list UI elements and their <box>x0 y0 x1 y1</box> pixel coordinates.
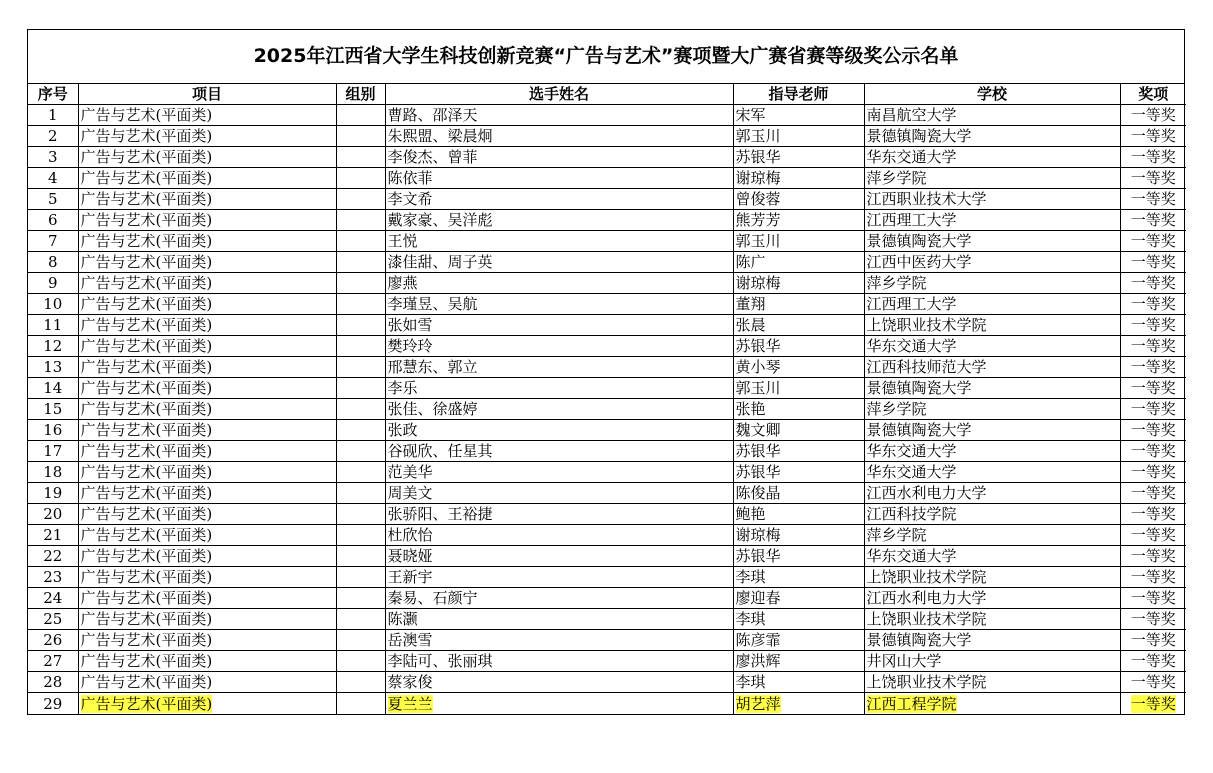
cell-no: 26 <box>28 630 78 651</box>
cell-award: 一等奖 <box>1120 420 1186 441</box>
cell-no: 24 <box>28 588 78 609</box>
cell-contestants: 朱熙盟、梁晨炯 <box>385 126 733 147</box>
cell-school: 华东交通大学 <box>864 147 1120 168</box>
table-row <box>28 399 1186 420</box>
cell-contestants: 李陆可、张丽琪 <box>385 651 733 672</box>
cell-contestants: 李乐 <box>385 378 733 399</box>
table-row <box>28 126 1186 147</box>
table-row <box>28 315 1186 336</box>
cell-project: 广告与艺术(平面类) <box>78 168 336 189</box>
table-row <box>28 630 1186 651</box>
table-row <box>28 651 1186 672</box>
cell-school: 江西理工大学 <box>864 294 1120 315</box>
cell-advisor: 苏银华 <box>733 147 864 168</box>
cell-school: 江西水利电力大学 <box>864 483 1120 504</box>
cell-no: 10 <box>28 294 78 315</box>
cell-contestants: 周美文 <box>385 483 733 504</box>
cell-contestants: 戴家豪、吴洋彪 <box>385 210 733 231</box>
table-row <box>28 420 1186 441</box>
cell-school: 南昌航空大学 <box>864 105 1120 126</box>
cell-school: 井冈山大学 <box>864 651 1120 672</box>
cell-contestants: 张如雪 <box>385 315 733 336</box>
cell-advisor: 廖迎春 <box>733 588 864 609</box>
cell-group <box>336 357 385 378</box>
cell-group <box>336 483 385 504</box>
cell-advisor: 张晨 <box>733 315 864 336</box>
cell-contestants: 李瑾昱、吴航 <box>385 294 733 315</box>
cell-no: 28 <box>28 672 78 693</box>
cell-project: 广告与艺术(平面类) <box>78 609 336 630</box>
cell-contestants: 岳澳雪 <box>385 630 733 651</box>
cell-award: 一等奖 <box>1120 252 1186 273</box>
cell-project: 广告与艺术(平面类) <box>78 189 336 210</box>
table-row <box>28 105 1186 126</box>
cell-project: 广告与艺术(平面类) <box>78 630 336 651</box>
cell-advisor: 谢琼梅 <box>733 273 864 294</box>
cell-project: 广告与艺术(平面类) <box>78 504 336 525</box>
cell-advisor: 陈俊晶 <box>733 483 864 504</box>
cell-group <box>336 210 385 231</box>
cell-contestants: 漆佳甜、周子英 <box>385 252 733 273</box>
cell-contestants: 秦易、石颜宁 <box>385 588 733 609</box>
cell-school: 江西中医药大学 <box>864 252 1120 273</box>
cell-advisor <box>733 693 864 714</box>
cell-project: 广告与艺术(平面类) <box>78 483 336 504</box>
cell-group <box>336 525 385 546</box>
cell-project: 广告与艺术(平面类) <box>78 546 336 567</box>
cell-award: 一等奖 <box>1120 462 1186 483</box>
cell-group <box>336 567 385 588</box>
cell-advisor: 李琪 <box>733 609 864 630</box>
cell-award: 一等奖 <box>1120 483 1186 504</box>
highlighted-text: 一等奖 <box>1130 694 1176 713</box>
cell-no: 4 <box>28 168 78 189</box>
cell-group <box>336 231 385 252</box>
cell-advisor: 曾俊蓉 <box>733 189 864 210</box>
cell-project: 广告与艺术(平面类) <box>78 231 336 252</box>
table-row <box>28 231 1186 252</box>
cell-advisor: 廖洪辉 <box>733 651 864 672</box>
cell-project: 广告与艺术(平面类) <box>78 588 336 609</box>
cell-no: 6 <box>28 210 78 231</box>
cell-project: 广告与艺术(平面类) <box>78 210 336 231</box>
cell-group <box>336 147 385 168</box>
cell-project: 广告与艺术(平面类) <box>78 315 336 336</box>
table-row <box>28 273 1186 294</box>
cell-contestants: 邢慧东、郭立 <box>385 357 733 378</box>
cell-award: 一等奖 <box>1120 441 1186 462</box>
cell-award: 一等奖 <box>1120 147 1186 168</box>
cell-contestants: 张佳、徐盛婷 <box>385 399 733 420</box>
cell-group <box>336 168 385 189</box>
table-row <box>28 609 1186 630</box>
cell-school: 江西职业技术大学 <box>864 189 1120 210</box>
cell-award: 一等奖 <box>1120 231 1186 252</box>
cell-project: 广告与艺术(平面类) <box>78 357 336 378</box>
cell-group <box>336 651 385 672</box>
cell-award: 一等奖 <box>1120 546 1186 567</box>
table-row <box>28 483 1186 504</box>
cell-contestants: 杜欣怡 <box>385 525 733 546</box>
cell-award: 一等奖 <box>1120 609 1186 630</box>
cell-school: 江西理工大学 <box>864 210 1120 231</box>
cell-award: 一等奖 <box>1120 315 1186 336</box>
cell-award: 一等奖 <box>1120 504 1186 525</box>
cell-no: 18 <box>28 462 78 483</box>
cell-project: 广告与艺术(平面类) <box>78 441 336 462</box>
cell-advisor: 谢琼梅 <box>733 168 864 189</box>
cell-award: 一等奖 <box>1120 336 1186 357</box>
cell-group <box>336 462 385 483</box>
cell-group <box>336 441 385 462</box>
cell-award: 一等奖 <box>1120 189 1186 210</box>
cell-no: 23 <box>28 567 78 588</box>
cell-advisor: 魏文卿 <box>733 420 864 441</box>
table-row <box>28 693 1186 714</box>
cell-contestants: 李文希 <box>385 189 733 210</box>
cell-award: 一等奖 <box>1120 567 1186 588</box>
cell-award: 一等奖 <box>1120 651 1186 672</box>
cell-no: 19 <box>28 483 78 504</box>
cell-project: 广告与艺术(平面类) <box>78 525 336 546</box>
table-row <box>28 504 1186 525</box>
cell-school: 上饶职业技术学院 <box>864 609 1120 630</box>
cell-no: 15 <box>28 399 78 420</box>
cell-no: 27 <box>28 651 78 672</box>
cell-advisor: 苏银华 <box>733 441 864 462</box>
cell-no: 17 <box>28 441 78 462</box>
cell-contestants: 李俊杰、曾菲 <box>385 147 733 168</box>
cell-group <box>336 630 385 651</box>
cell-school: 上饶职业技术学院 <box>864 567 1120 588</box>
cell-no: 5 <box>28 189 78 210</box>
cell-no: 8 <box>28 252 78 273</box>
cell-contestants: 蔡家俊 <box>385 672 733 693</box>
cell-award: 一等奖 <box>1120 168 1186 189</box>
cell-no: 14 <box>28 378 78 399</box>
cell-school: 上饶职业技术学院 <box>864 672 1120 693</box>
cell-school: 华东交通大学 <box>864 462 1120 483</box>
highlighted-text: 江西工程学院 <box>866 694 957 713</box>
cell-contestants: 王新宇 <box>385 567 733 588</box>
cell-award: 一等奖 <box>1120 357 1186 378</box>
cell-project: 广告与艺术(平面类) <box>78 147 336 168</box>
cell-no: 16 <box>28 420 78 441</box>
cell-no: 29 <box>28 693 78 714</box>
cell-contestants: 王悦 <box>385 231 733 252</box>
cell-project: 广告与艺术(平面类) <box>78 462 336 483</box>
cell-award: 一等奖 <box>1120 630 1186 651</box>
cell-school: 萍乡学院 <box>864 399 1120 420</box>
cell-advisor: 李琪 <box>733 567 864 588</box>
cell-contestants: 樊玲玲 <box>385 336 733 357</box>
column-header-advisor: 指导老师 <box>733 84 864 105</box>
table-row <box>28 294 1186 315</box>
cell-advisor: 陈彦霏 <box>733 630 864 651</box>
cell-school: 上饶职业技术学院 <box>864 315 1120 336</box>
cell-advisor: 苏银华 <box>733 546 864 567</box>
table-row <box>28 147 1186 168</box>
cell-advisor: 鲍艳 <box>733 504 864 525</box>
table-row <box>28 567 1186 588</box>
cell-school: 江西水利电力大学 <box>864 588 1120 609</box>
cell-no: 3 <box>28 147 78 168</box>
cell-group <box>336 546 385 567</box>
cell-project: 广告与艺术(平面类) <box>78 672 336 693</box>
cell-group <box>336 378 385 399</box>
cell-group <box>336 273 385 294</box>
table-body <box>28 105 1186 714</box>
cell-advisor: 黄小琴 <box>733 357 864 378</box>
cell-group <box>336 126 385 147</box>
cell-contestants <box>385 693 733 714</box>
cell-advisor: 董翔 <box>733 294 864 315</box>
cell-award: 一等奖 <box>1120 273 1186 294</box>
cell-contestants: 范美华 <box>385 462 733 483</box>
cell-award <box>1120 693 1186 714</box>
cell-award: 一等奖 <box>1120 588 1186 609</box>
cell-award: 一等奖 <box>1120 294 1186 315</box>
cell-contestants: 廖燕 <box>385 273 733 294</box>
cell-group <box>336 399 385 420</box>
cell-group <box>336 420 385 441</box>
cell-award: 一等奖 <box>1120 105 1186 126</box>
cell-group <box>336 252 385 273</box>
award-table <box>28 84 1186 714</box>
cell-school: 华东交通大学 <box>864 546 1120 567</box>
cell-group <box>336 336 385 357</box>
cell-advisor: 郭玉川 <box>733 378 864 399</box>
table-row <box>28 462 1186 483</box>
cell-award: 一等奖 <box>1120 525 1186 546</box>
cell-contestants: 谷砚欣、任星其 <box>385 441 733 462</box>
cell-contestants: 曹路、邵泽天 <box>385 105 733 126</box>
cell-no: 22 <box>28 546 78 567</box>
highlighted-text: 胡艺萍 <box>735 694 781 713</box>
cell-project: 广告与艺术(平面类) <box>78 378 336 399</box>
cell-award: 一等奖 <box>1120 378 1186 399</box>
cell-school: 华东交通大学 <box>864 441 1120 462</box>
cell-advisor: 陈广 <box>733 252 864 273</box>
cell-group <box>336 588 385 609</box>
table-row <box>28 336 1186 357</box>
cell-no: 1 <box>28 105 78 126</box>
cell-advisor: 苏银华 <box>733 462 864 483</box>
cell-advisor: 郭玉川 <box>733 126 864 147</box>
cell-group <box>336 609 385 630</box>
cell-award: 一等奖 <box>1120 399 1186 420</box>
table-row <box>28 357 1186 378</box>
cell-project <box>78 693 336 714</box>
table-row <box>28 441 1186 462</box>
highlighted-text: 夏兰兰 <box>387 694 433 713</box>
table-row <box>28 546 1186 567</box>
column-header-no: 序号 <box>28 84 78 105</box>
cell-school: 萍乡学院 <box>864 168 1120 189</box>
cell-advisor: 郭玉川 <box>733 231 864 252</box>
cell-contestants: 陈灏 <box>385 609 733 630</box>
cell-no: 21 <box>28 525 78 546</box>
cell-no: 20 <box>28 504 78 525</box>
cell-project: 广告与艺术(平面类) <box>78 294 336 315</box>
cell-project: 广告与艺术(平面类) <box>78 420 336 441</box>
award-list-sheet <box>27 29 1185 715</box>
cell-advisor: 谢琼梅 <box>733 525 864 546</box>
cell-group <box>336 693 385 714</box>
cell-no: 9 <box>28 273 78 294</box>
cell-school: 景德镇陶瓷大学 <box>864 126 1120 147</box>
cell-school: 景德镇陶瓷大学 <box>864 231 1120 252</box>
table-row <box>28 189 1186 210</box>
cell-no: 25 <box>28 609 78 630</box>
cell-project: 广告与艺术(平面类) <box>78 105 336 126</box>
cell-no: 2 <box>28 126 78 147</box>
cell-advisor: 李琪 <box>733 672 864 693</box>
column-header-project: 项目 <box>78 84 336 105</box>
table-row <box>28 210 1186 231</box>
cell-project: 广告与艺术(平面类) <box>78 273 336 294</box>
cell-school: 萍乡学院 <box>864 273 1120 294</box>
cell-group <box>336 504 385 525</box>
cell-project: 广告与艺术(平面类) <box>78 399 336 420</box>
cell-group <box>336 294 385 315</box>
cell-school: 华东交通大学 <box>864 336 1120 357</box>
cell-no: 7 <box>28 231 78 252</box>
cell-award: 一等奖 <box>1120 210 1186 231</box>
cell-advisor: 张艳 <box>733 399 864 420</box>
cell-no: 13 <box>28 357 78 378</box>
table-row <box>28 525 1186 546</box>
cell-project: 广告与艺术(平面类) <box>78 567 336 588</box>
cell-school <box>864 693 1120 714</box>
table-row <box>28 378 1186 399</box>
cell-contestants: 陈依菲 <box>385 168 733 189</box>
cell-no: 11 <box>28 315 78 336</box>
table-row <box>28 168 1186 189</box>
cell-no: 12 <box>28 336 78 357</box>
cell-project: 广告与艺术(平面类) <box>78 126 336 147</box>
table-row <box>28 672 1186 693</box>
cell-contestants: 张政 <box>385 420 733 441</box>
document-title: 2025年江西省大学生科技创新竞赛“广告与艺术”赛项暨大广赛省赛等级奖公示名单 <box>28 30 1184 84</box>
column-header-school: 学校 <box>864 84 1120 105</box>
cell-advisor: 苏银华 <box>733 336 864 357</box>
table-header-row <box>28 84 1186 105</box>
cell-advisor: 熊芳芳 <box>733 210 864 231</box>
cell-group <box>336 672 385 693</box>
cell-school: 江西科技学院 <box>864 504 1120 525</box>
cell-school: 景德镇陶瓷大学 <box>864 378 1120 399</box>
column-header-group: 组别 <box>336 84 385 105</box>
column-header-contestants: 选手姓名 <box>385 84 733 105</box>
cell-award: 一等奖 <box>1120 126 1186 147</box>
cell-school: 萍乡学院 <box>864 525 1120 546</box>
column-header-award: 奖项 <box>1120 84 1186 105</box>
cell-group <box>336 105 385 126</box>
cell-group <box>336 189 385 210</box>
cell-group <box>336 315 385 336</box>
cell-advisor: 宋军 <box>733 105 864 126</box>
cell-contestants: 张骄阳、王裕捷 <box>385 504 733 525</box>
cell-school: 景德镇陶瓷大学 <box>864 420 1120 441</box>
cell-school: 景德镇陶瓷大学 <box>864 630 1120 651</box>
table-row <box>28 252 1186 273</box>
cell-award: 一等奖 <box>1120 672 1186 693</box>
highlighted-text: 广告与艺术(平面类) <box>80 694 213 713</box>
cell-project: 广告与艺术(平面类) <box>78 336 336 357</box>
cell-project: 广告与艺术(平面类) <box>78 651 336 672</box>
cell-project: 广告与艺术(平面类) <box>78 252 336 273</box>
cell-school: 江西科技师范大学 <box>864 357 1120 378</box>
cell-contestants: 聂晓娅 <box>385 546 733 567</box>
table-row <box>28 588 1186 609</box>
